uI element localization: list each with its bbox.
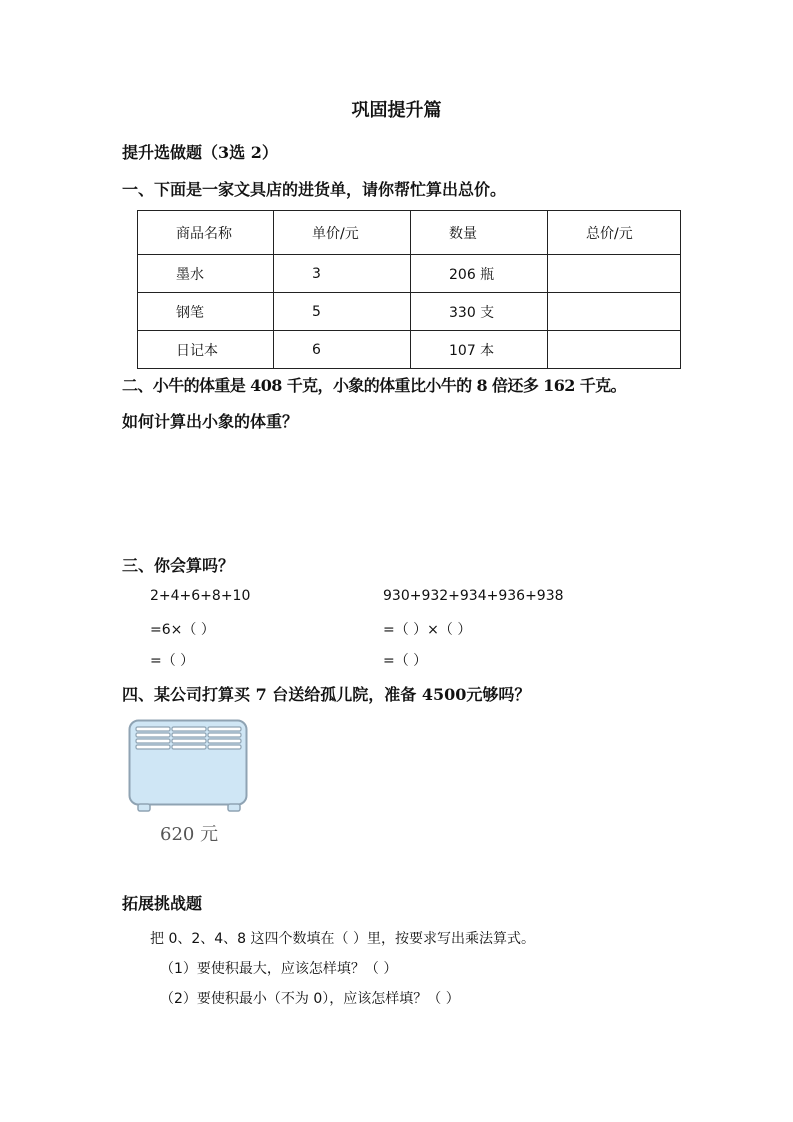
table-header-cell: 数量 <box>411 211 548 255</box>
heater-icon <box>128 719 248 815</box>
table-row <box>138 293 681 331</box>
section-heading-advanced: 提升选做题（3选 2） <box>122 143 278 162</box>
calc-right-line2: =（ ）×（ ） <box>383 622 472 638</box>
total-answer-cell[interactable] <box>548 255 681 293</box>
question-1-text: 一、下面是一家文具店的进货单，请你帮忙算出总价。 <box>122 180 507 199</box>
table-header-cell: 商品名称 <box>138 211 274 255</box>
challenge-question-1: （1）要使积最大，应该怎样填？（ ） <box>160 961 398 977</box>
table-row <box>138 331 681 369</box>
total-answer-cell[interactable] <box>548 293 681 331</box>
question-4-text: 四、某公司打算买 7 台送给孤儿院，准备 4500元够吗？ <box>122 685 531 704</box>
table-cell: 206 瓶 <box>411 255 548 293</box>
table-header-cell: 总价/元 <box>548 211 681 255</box>
heater-price: 620 元 <box>160 824 219 845</box>
question-2-line1: 二、小牛的体重是 408 千克，小象的体重比小牛的 8 倍还多 162 千克。 <box>122 376 626 395</box>
table-cell: 3 <box>274 255 411 293</box>
table-cell: 钢笔 <box>138 293 274 331</box>
calc-right-line1: 930+932+934+936+938 <box>383 588 564 604</box>
table-row <box>138 255 681 293</box>
table-cell: 330 支 <box>411 293 548 331</box>
table-header-row <box>138 211 681 255</box>
challenge-question-2: （2）要使积最小（不为 0），应该怎样填？（ ） <box>160 991 460 1007</box>
question-3-text: 三、你会算吗？ <box>122 556 235 575</box>
total-answer-cell[interactable] <box>548 331 681 369</box>
challenge-intro: 把 0、2、4、8 这四个数填在（ ）里，按要求写出乘法算式。 <box>150 931 535 947</box>
table-cell: 5 <box>274 293 411 331</box>
calc-left-line2: =6×（ ） <box>150 622 215 638</box>
table-cell: 107 本 <box>411 331 548 369</box>
section-heading-challenge: 拓展挑战题 <box>122 894 203 913</box>
table-header-cell: 单价/元 <box>274 211 411 255</box>
table-cell: 日记本 <box>138 331 274 369</box>
table-cell: 6 <box>274 331 411 369</box>
calc-left-line1: 2+4+6+8+10 <box>150 588 251 604</box>
calc-right-line3: =（ ） <box>383 653 428 669</box>
question-2-line2: 如何计算出小象的体重？ <box>122 412 299 431</box>
table-cell: 墨水 <box>138 255 274 293</box>
page-title: 巩固提升篇 <box>351 100 442 121</box>
calc-left-line3: =（ ） <box>150 653 195 669</box>
purchase-table <box>137 210 681 369</box>
